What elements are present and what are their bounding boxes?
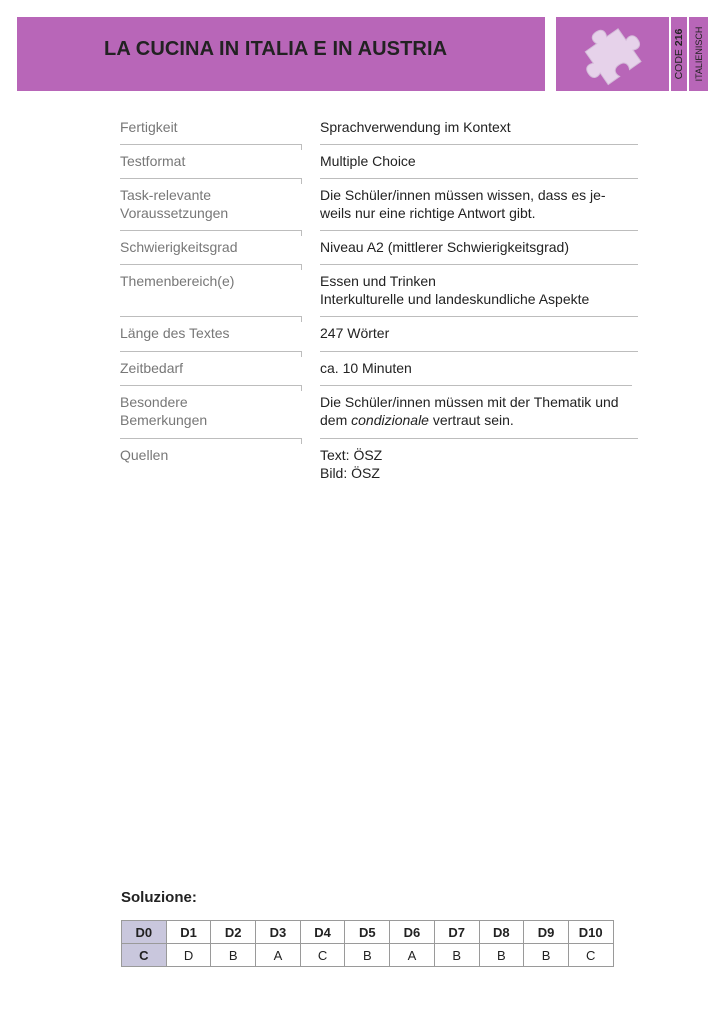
solution-header-cell: D10 [568, 921, 613, 944]
solution-header-cell: D8 [479, 921, 524, 944]
code-label-box [671, 17, 687, 91]
info-row-schwierigkeitsgrad [120, 230, 638, 264]
solution-answer-cell: B [211, 944, 256, 967]
info-label: Länge des Textes [120, 325, 230, 341]
info-label: Task-relevante Voraussetzungen [120, 187, 229, 221]
info-label: Zeitbedarf [120, 360, 184, 376]
info-value: Sprachverwendung im Kontext [320, 119, 511, 135]
info-value: Niveau A2 (mittlerer Schwierigkeitsgrad) [320, 239, 569, 255]
solution-answer-cell: B [479, 944, 524, 967]
solution-answer-cell: A [256, 944, 301, 967]
solution-header-cell: D1 [166, 921, 211, 944]
language-label: ITALIENISCH [693, 26, 704, 82]
info-label: Quellen [120, 447, 169, 463]
info-label: Schwierigkeitsgrad [120, 239, 238, 255]
solution-answer-cell: B [524, 944, 569, 967]
solution-table [121, 920, 614, 967]
solution-answer-cell: C [122, 944, 167, 967]
page-title: LA CUCINA IN ITALIA E IN AUSTRIA [104, 38, 448, 60]
solution-answer-cell: C [568, 944, 613, 967]
info-label: Testformat [120, 153, 186, 169]
solution-header-cell: D4 [300, 921, 345, 944]
info-row-voraussetzungen [120, 178, 638, 230]
solution-header-cell: D7 [434, 921, 479, 944]
puzzle-piece-icon [556, 17, 669, 91]
solution-header-cell: D0 [122, 921, 167, 944]
solution-header-cell: D6 [390, 921, 435, 944]
code-number: 216 [673, 28, 685, 47]
info-row-fertigkeit [120, 110, 638, 144]
solution-answer-cell: B [345, 944, 390, 967]
language-label-box [689, 17, 708, 91]
task-info-table [120, 110, 638, 490]
info-label: Besondere Bemerkungen [120, 394, 208, 428]
info-row-quellen [120, 438, 638, 490]
info-row-themenbereich [120, 264, 638, 316]
solution-answer-row [122, 944, 614, 967]
info-value: 247 Wörter [320, 325, 390, 341]
solution-answer-cell: C [300, 944, 345, 967]
info-label: Fertigkeit [120, 119, 178, 135]
info-value: Die Schüler/innen müssen mit der Thematik und dem condizionale vertraut sein. [320, 394, 619, 428]
info-label: Themenbereich(e) [120, 273, 235, 289]
info-row-bemerkungen [120, 385, 638, 438]
info-row-zeitbedarf [120, 351, 638, 385]
info-row-laenge [120, 316, 638, 351]
solution-answer-cell: B [434, 944, 479, 967]
info-value: Essen und Trinken Interkulturelle und landeskundliche Aspekte [320, 273, 590, 307]
solution-header-cell: D9 [524, 921, 569, 944]
info-value: Text: ÖSZ Bild: ÖSZ [320, 447, 383, 481]
solution-header-cell: D3 [256, 921, 301, 944]
info-value: Die Schüler/innen müssen wissen, dass es je- weils nur eine richtige Antwort gibt. [320, 187, 606, 221]
solution-title: Soluzione: [121, 889, 197, 906]
solution-answer-cell: D [166, 944, 211, 967]
info-row-testformat [120, 144, 638, 178]
solution-header-row [122, 921, 614, 944]
solution-header-cell: D5 [345, 921, 390, 944]
info-value: ca. 10 Minuten [320, 360, 412, 376]
puzzle-logo-box [556, 17, 669, 91]
solution-answer-cell: A [390, 944, 435, 967]
info-value: Multiple Choice [320, 153, 416, 169]
code-prefix: CODE [673, 46, 685, 80]
solution-header-cell: D2 [211, 921, 256, 944]
